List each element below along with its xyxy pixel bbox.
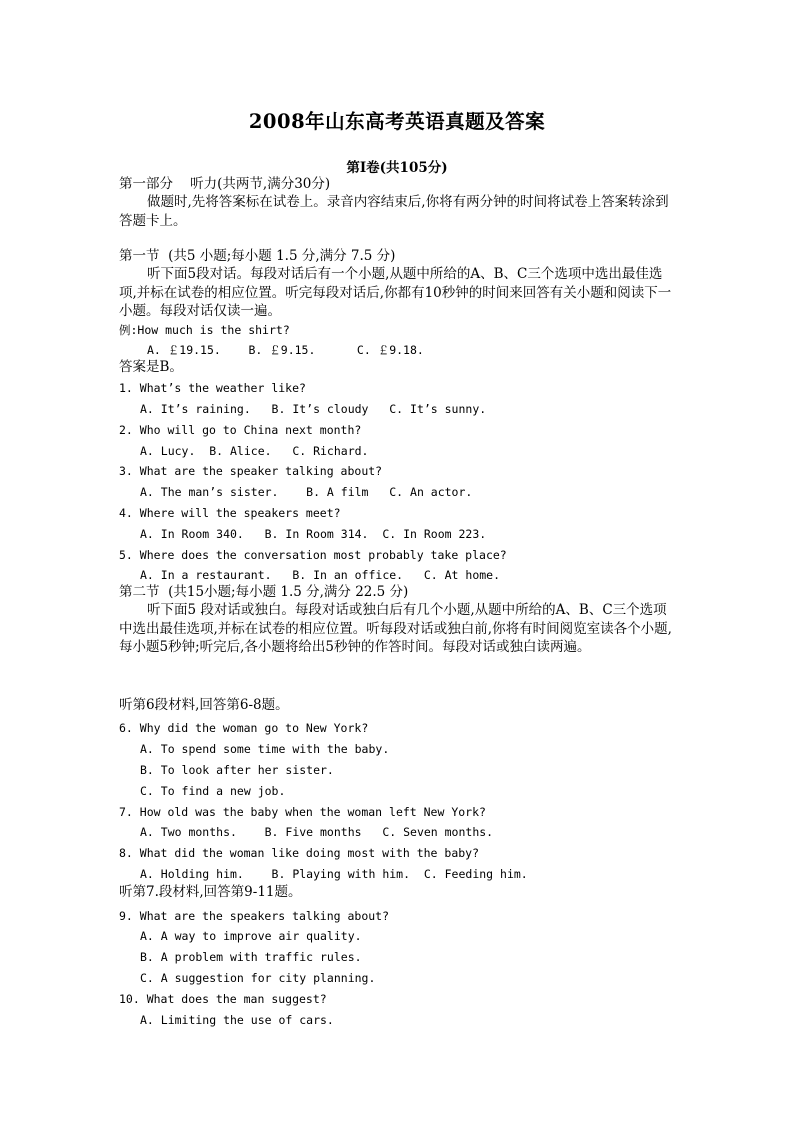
question-8-options: A. Holding him. B. Playing with him. C. Feeding him. xyxy=(140,867,528,881)
question-3: 3. What are the speaker talking about? xyxy=(119,464,383,478)
question-6-option-c: C. To find a new job. xyxy=(140,784,286,798)
part1-instruction: 做题时,先将答案标在试卷上。录音内容结束后,你将有两分钟的时间将试卷上答案转涂到答题卡上。 xyxy=(119,194,669,229)
question-9-option-c: C. A suggestion for city planning. xyxy=(140,971,376,985)
question-9-option-a: A. A way to improve air quality. xyxy=(140,929,362,943)
page-title: 2008年山东高考英语真题及答案 xyxy=(248,110,546,133)
question-10: 10. What does the man suggest? xyxy=(119,992,327,1006)
example-answer: 答案是B。 xyxy=(119,359,183,375)
question-3-options: A. The man’s sister. B. A film C. An actor. xyxy=(140,485,473,499)
section2-heading: 第二节 (共15小题;每小题 1.5 分,满分 22.5 分) xyxy=(119,584,409,600)
material-7-heading: 听第7.段材料,回答第9-11题。 xyxy=(119,884,302,900)
question-6-option-a: A. To spend some time with the baby. xyxy=(140,742,390,756)
question-1: 1. What’s the weather like? xyxy=(119,381,306,395)
question-5: 5. Where does the conversation most probably take place? xyxy=(119,548,507,562)
volume-heading: 第I卷(共105分) xyxy=(346,160,448,176)
question-7-options: A. Two months. B. Five months C. Seven months. xyxy=(140,825,494,839)
question-4-options: A. In Room 340. B. In Room 314. C. In Room 223. xyxy=(140,527,487,541)
section2-instruction: 听下面5 段对话或独白。每段对话或独白后有几个小题,从题中所给的A、B、C三个选项中选出最佳选项,并标在试卷的相应位置。听每段对话或独白前,你将有时间阅览室读各个小题,每小题5秒钟;听完后,各小题将给出5秒钟的作答时间。每段对话或独白读两遍。 xyxy=(119,602,672,655)
question-10-option-a: A. Limiting the use of cars. xyxy=(140,1013,334,1027)
example-options: A. ￡19.15. B. ￡9.15. C. ￡9.18. xyxy=(147,343,424,357)
question-1-options: A. It’s raining. B. It’s cloudy C. It’s sunny. xyxy=(140,402,487,416)
question-8: 8. What did the woman like doing most with the baby? xyxy=(119,846,480,860)
question-2: 2. Who will go to China next month? xyxy=(119,423,362,437)
question-9: 9. What are the speakers talking about? xyxy=(119,909,390,923)
question-2-options: A. Lucy. B. Alice. C. Richard. xyxy=(140,444,369,458)
section1-heading: 第一节 (共5 小题;每小题 1.5 分,满分 7.5 分) xyxy=(119,248,396,264)
material-6-heading: 听第6段材料,回答第6-8题。 xyxy=(119,697,289,713)
question-7: 7. How old was the baby when the woman left New York? xyxy=(119,805,486,819)
question-4: 4. Where will the speakers meet? xyxy=(119,506,341,520)
example-question: 例:How much is the shirt? xyxy=(119,323,290,337)
question-5-options: A. In a restaurant. B. In an office. C. At home. xyxy=(140,568,501,582)
question-6-option-b: B. To look after her sister. xyxy=(140,763,334,777)
section1-instruction: 听下面5段对话。每段对话后有一个小题,从题中所给的A、B、C三个选项中选出最佳选项,并标在试卷的相应位置。听完每段对话后,你都有10秒钟的时间来回答有关小题和阅读下一小题。每段对话仅读一遍。 xyxy=(119,266,672,319)
part1-heading: 第一部分 听力(共两节,满分30分) xyxy=(119,176,331,192)
question-9-option-b: B. A problem with traffic rules. xyxy=(140,950,362,964)
question-6: 6. Why did the woman go to New York? xyxy=(119,721,369,735)
